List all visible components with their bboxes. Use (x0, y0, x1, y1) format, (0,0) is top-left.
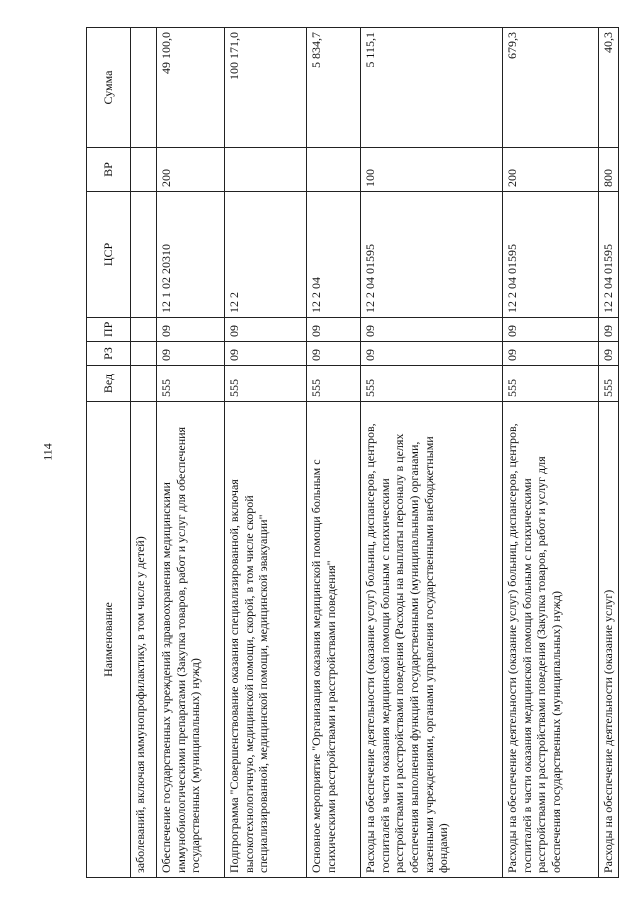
cell-pr: 09 (599, 318, 619, 342)
cell-vr: 800 (599, 148, 619, 192)
header-ved: Вед (87, 366, 131, 402)
cell-sum: 100 171,0 (225, 28, 307, 148)
table-row (307, 28, 361, 878)
budget-table (86, 27, 619, 878)
cell-sum: 5 115,1 (361, 28, 503, 148)
budget-table-container (86, 28, 615, 878)
cell-csr (131, 192, 157, 318)
header-sum: Сумма (87, 28, 131, 148)
cell-vr (225, 148, 307, 192)
table-row (361, 28, 503, 878)
cell-vr: 200 (157, 148, 225, 192)
cell-name: Обеспечение государственных учреждений здравоохранения медицинскими иммунобиологическими препаратами (Закупка товаров, работ и услуг для обеспечения государственных (муниципальных) нужд) (157, 402, 225, 878)
cell-ved: 555 (157, 366, 225, 402)
table-header-row (87, 28, 131, 878)
cell-ved: 555 (225, 366, 307, 402)
cell-pr (131, 318, 157, 342)
cell-name: заболеваний, включая иммунопрофилактику, в том числе у детей) (131, 402, 157, 878)
cell-ved: 555 (599, 366, 619, 402)
cell-csr: 12 2 (225, 192, 307, 318)
cell-sum: 49 100,0 (157, 28, 225, 148)
cell-sum (131, 28, 157, 148)
cell-pr: 09 (307, 318, 361, 342)
cell-csr: 12 1 02 20310 (157, 192, 225, 318)
cell-name: Расходы на обеспечение деятельности (оказание услуг) (599, 402, 619, 878)
cell-name: Основное мероприятие "Организация оказания медицинской помощи больным с психическими расстройствами и расстройствами поведения" (307, 402, 361, 878)
cell-pr: 09 (225, 318, 307, 342)
cell-ved (131, 366, 157, 402)
header-vr: ВР (87, 148, 131, 192)
page-number: 114 (40, 443, 55, 461)
cell-vr (307, 148, 361, 192)
cell-sum: 40,3 (599, 28, 619, 148)
cell-csr: 12 2 04 01595 (503, 192, 599, 318)
cell-rz: 09 (599, 342, 619, 366)
cell-ved: 555 (307, 366, 361, 402)
cell-sum: 679,3 (503, 28, 599, 148)
cell-csr: 12 2 04 01595 (599, 192, 619, 318)
header-pr: ПР (87, 318, 131, 342)
cell-csr: 12 2 04 (307, 192, 361, 318)
header-rz: РЗ (87, 342, 131, 366)
cell-pr: 09 (503, 318, 599, 342)
cell-ved: 555 (503, 366, 599, 402)
cell-vr: 100 (361, 148, 503, 192)
table-row (131, 28, 157, 878)
cell-rz: 09 (307, 342, 361, 366)
cell-csr: 12 2 04 01595 (361, 192, 503, 318)
cell-vr: 200 (503, 148, 599, 192)
header-name: Наименование (87, 402, 131, 878)
cell-pr: 09 (157, 318, 225, 342)
cell-rz: 09 (361, 342, 503, 366)
table-row (503, 28, 599, 878)
cell-sum: 5 834,7 (307, 28, 361, 148)
table-row (157, 28, 225, 878)
header-csr: ЦСР (87, 192, 131, 318)
cell-rz: 09 (503, 342, 599, 366)
cell-name: Расходы на обеспечение деятельности (оказание услуг) больниц, диспансеров, центров, госпиталей в части оказания медицинской помощи больным с психическими расстройствами и расстройствами поведения (Закупка товаров, работ и услуг для обеспечения государственных (муниципальных) нужд) (503, 402, 599, 878)
cell-ved: 555 (361, 366, 503, 402)
cell-rz: 09 (157, 342, 225, 366)
table-row (599, 28, 619, 878)
table-row (225, 28, 307, 878)
cell-pr: 09 (361, 318, 503, 342)
cell-vr (131, 148, 157, 192)
cell-rz: 09 (225, 342, 307, 366)
cell-name: Подпрограмма "Совершенствование оказания специализированной, включая высокотехнологичную, медицинской помощи, скорой, в том числе скорой специализированной, медицинской помощи, медицинской эвакуации" (225, 402, 307, 878)
cell-name: Расходы на обеспечение деятельности (оказание услуг) больниц, диспансеров, центров, госпиталей в части оказания медицинской помощи больным с психическими расстройствами и расстройствами поведения (Расходы на выплаты персоналу в целях обеспечения выполнения функций государственными (муниципальными) органами, казенными учреждениями, органами управления государственными внебюджетными фондами) (361, 402, 503, 878)
cell-rz (131, 342, 157, 366)
